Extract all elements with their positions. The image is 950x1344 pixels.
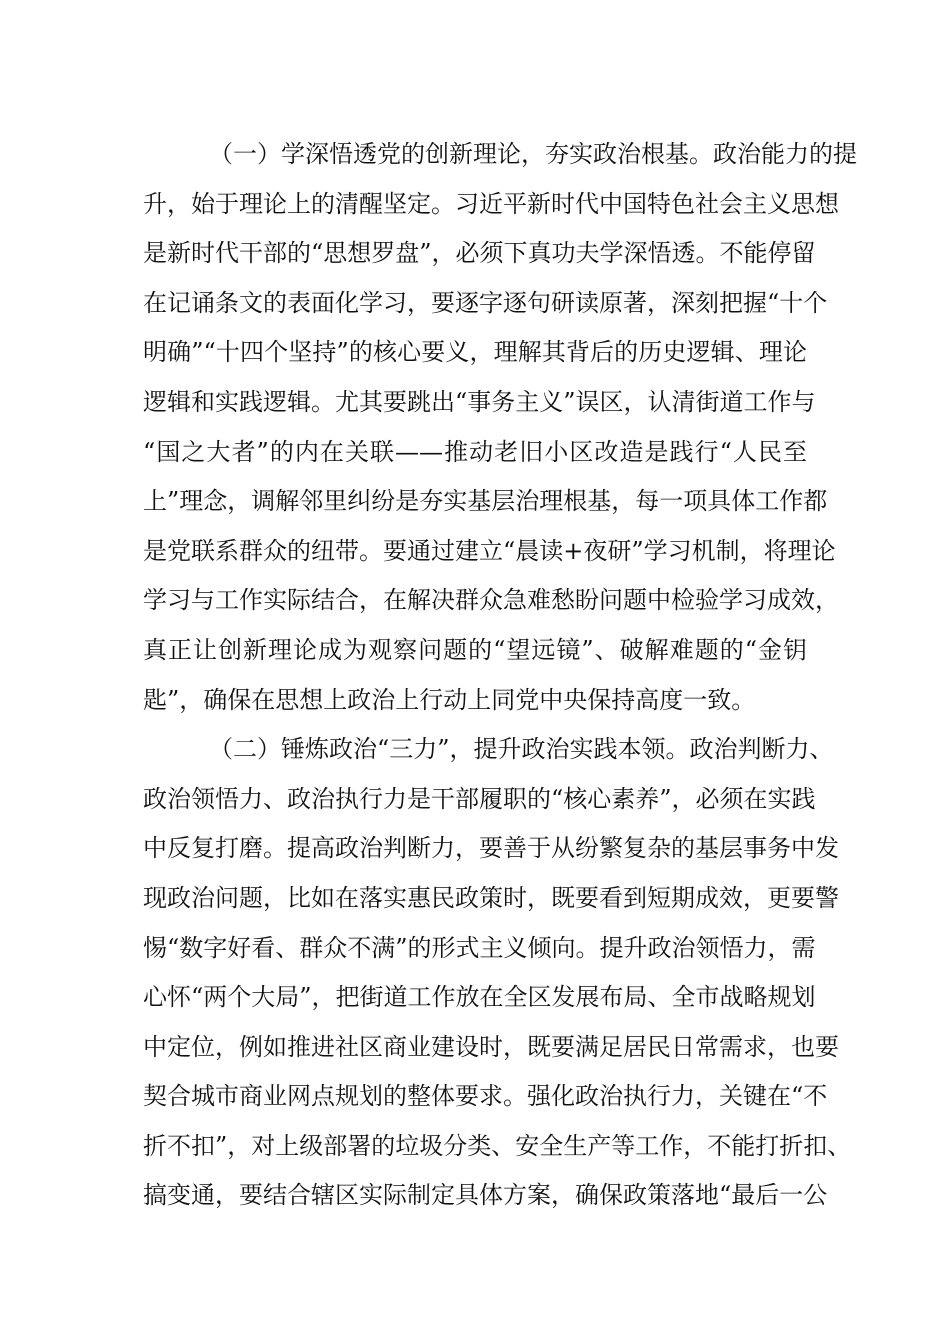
paragraph-line: 搞变通，要结合辖区实际制定具体方案，确保政策落地“最后一公 (143, 1181, 828, 1210)
paragraph-line: 学习与工作实际结合，在解决群众急难愁盼问题中检验学习成效， (143, 586, 839, 615)
paragraph-line: 真正让创新理论成为观察问题的“望远镜”、破解难题的“金钥 (143, 635, 807, 664)
paragraph-line: “国之大者”的内在关联——推动老旧小区改造是践行“人民至 (143, 437, 807, 466)
paragraph-line: 现政治问题，比如在落实惠民政策时，既要看到短期成效，更要警 (143, 883, 839, 912)
paragraph-line: 惕“数字好看、群众不满”的形式主义倾向。提升政治领悟力，需 (143, 933, 816, 962)
paragraph-line: 在记诵条文的表面化学习，要逐字逐句研读原著，深刻把握“十个 (143, 288, 828, 317)
paragraph-2-political-practice (143, 729, 852, 1225)
paragraph-line: 是新时代干部的“思想罗盘”，必须下真功夫学深悟透。不能停留 (143, 239, 816, 268)
paragraph-line: （二）锤炼政治“三力”，提升政治实践本领。政治判断力、 (209, 735, 834, 764)
paragraph-line: 逻辑和实践逻辑。尤其要跳出“事务主义”误区，认清街道工作与 (143, 387, 816, 416)
document-page (143, 134, 857, 1225)
paragraph-line: 契合城市商业网点规划的整体要求。强化政治执行力，关键在“不 (143, 1082, 828, 1111)
paragraph-1-theory-study (143, 134, 857, 729)
paragraph-line: 政治领悟力、政治执行力是干部履职的“核心素养”，必须在实践 (143, 784, 816, 813)
paragraph-line: 心怀“两个大局”，把街道工作放在全区发展布局、全市战略规划 (143, 983, 816, 1012)
paragraph-line: 升，始于理论上的清醒坚定。习近平新时代中国特色社会主义思想 (143, 189, 839, 218)
paragraph-line: （一）学深悟透党的创新理论，夯实政治根基。政治能力的提 (209, 140, 857, 168)
paragraph-line: 明确”“十四个坚持”的核心要义，理解其背后的历史逻辑、理论 (143, 338, 807, 367)
paragraph-line: 是党联系群众的纽带。要通过建立“晨读+夜研”学习机制，将理论 (143, 536, 836, 565)
paragraph-line: 折不扣”，对上级部署的垃圾分类、安全生产等工作，不能打折扣、 (143, 1131, 852, 1160)
paragraph-line: 中反复打磨。提高政治判断力，要善于从纷繁复杂的基层事务中发 (143, 834, 839, 863)
paragraph-line: 上”理念，调解邻里纠纷是夯实基层治理根基，每一项具体工作都 (143, 487, 828, 516)
paragraph-line: 中定位，例如推进社区商业建设时，既要满足居民日常需求，也要 (143, 1032, 839, 1061)
paragraph-line: 匙”，确保在思想上政治上行动上同党中央保持高度一致。 (143, 685, 756, 714)
